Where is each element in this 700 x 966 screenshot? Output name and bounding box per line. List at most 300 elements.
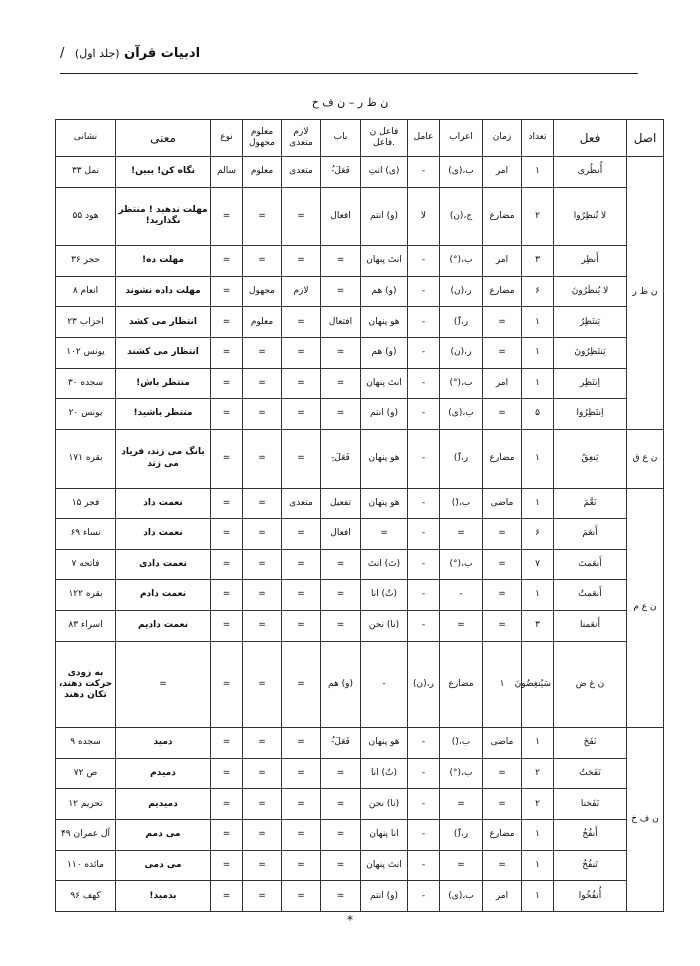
verb-cell: لا تُنظِرُوا xyxy=(554,187,627,246)
pattern-cell: = xyxy=(321,549,361,580)
pattern-cell: = xyxy=(321,610,361,641)
type-cell: = xyxy=(211,850,243,881)
subject-cell: (تُ) انا xyxy=(361,758,408,789)
root-cell: ن ع ق xyxy=(627,429,664,488)
reference-cell: آل عمران ۴۹ xyxy=(56,820,116,851)
pattern-cell: افتعال xyxy=(321,307,361,338)
reference-cell: تحریم ۱۲ xyxy=(56,789,116,820)
col-header-subject: فاعل ن .فاعل xyxy=(361,120,408,157)
transitivity-cell: = xyxy=(282,368,321,399)
type-cell: = xyxy=(211,488,243,519)
agent-cell: - xyxy=(361,641,408,728)
tense-cell: مضارع xyxy=(483,187,522,246)
pattern-cell: = xyxy=(321,789,361,820)
col-header-count: تعداد xyxy=(522,120,554,157)
transitivity-cell: = xyxy=(282,399,321,430)
agent-cell: - xyxy=(408,338,440,369)
voice-cell: = xyxy=(243,399,282,430)
col-header-reference: نشانی xyxy=(56,120,116,157)
subject-cell: هو پنهان xyxy=(361,488,408,519)
tense-cell: = xyxy=(483,850,522,881)
case-cell: ر،(ُ) xyxy=(440,429,483,488)
count-cell: ۱ xyxy=(522,850,554,881)
subject-cell: (تَ) انتَ xyxy=(361,549,408,580)
type-cell: = xyxy=(211,399,243,430)
case-cell: ب،(°) xyxy=(440,758,483,789)
pattern-cell: افعال xyxy=(321,519,361,550)
meaning-cell: انتظار می کشند xyxy=(116,338,211,369)
pattern-cell: = xyxy=(321,368,361,399)
pattern-cell: فَعَلَ-ُ xyxy=(321,728,361,759)
agent-cell: - xyxy=(408,399,440,430)
case-cell: ب،(°) xyxy=(440,368,483,399)
count-cell: ۱ xyxy=(522,338,554,369)
agent-cell: - xyxy=(408,276,440,307)
meaning-cell: دمیدم xyxy=(116,758,211,789)
verb-cell: أُنفُخُوا xyxy=(554,881,627,912)
table-row xyxy=(56,641,664,728)
transitivity-cell: متعدی xyxy=(282,157,321,188)
subject-cell: (تُ) انا xyxy=(361,580,408,611)
agent-cell: - xyxy=(408,368,440,399)
col-header-pattern: باب xyxy=(321,120,361,157)
voice-cell: = xyxy=(243,429,282,488)
table-row xyxy=(56,820,664,851)
meaning-cell: بانگ می زند، فریاد می زند xyxy=(116,429,211,488)
meaning-cell: انتظار می کشد xyxy=(116,307,211,338)
meaning-cell: نعمت داد xyxy=(116,488,211,519)
pattern-cell: = xyxy=(321,820,361,851)
transitivity-cell: = xyxy=(282,580,321,611)
case-cell: = xyxy=(440,610,483,641)
agent-cell: - xyxy=(408,549,440,580)
title-separator: / xyxy=(60,46,65,61)
count-cell: ۱ xyxy=(483,641,522,728)
type-cell: سالم xyxy=(211,157,243,188)
meaning-cell: نعمت دادم xyxy=(116,580,211,611)
verb-cell: نَعَّمَ xyxy=(554,488,627,519)
table-row xyxy=(56,307,664,338)
verb-cell: تَنفُخُ xyxy=(554,850,627,881)
meaning-cell: نعمت دادیم xyxy=(116,610,211,641)
col-header-type: نوع xyxy=(211,120,243,157)
subject-cell: (و) هم xyxy=(361,338,408,369)
count-cell: ۱ xyxy=(522,728,554,759)
voice-cell: = xyxy=(243,610,282,641)
col-header-tense: زمان xyxy=(483,120,522,157)
tense-cell: = xyxy=(483,610,522,641)
book-title-volume: (جلد اول) xyxy=(74,47,120,60)
pattern-cell: افعال xyxy=(321,187,361,246)
verb-cell: لا يُنظَرُونَ xyxy=(554,276,627,307)
voice-cell: = xyxy=(243,789,282,820)
pattern-cell: = xyxy=(321,580,361,611)
verb-cell: أَنعَمتُ xyxy=(554,580,627,611)
type-cell: = xyxy=(211,789,243,820)
meaning-cell: نعمت دادی xyxy=(116,549,211,580)
table-row xyxy=(56,399,664,430)
case-cell: ر،(ن) xyxy=(440,338,483,369)
subject-cell: (ی) انتِ xyxy=(361,157,408,188)
voice-cell: معلوم xyxy=(243,157,282,188)
meaning-cell: منتظر باش! xyxy=(116,368,211,399)
reference-cell: سجده ۳۰ xyxy=(56,368,116,399)
table-row xyxy=(56,429,664,488)
subject-cell: انا پنهان xyxy=(361,820,408,851)
case-cell: ب،(َ) xyxy=(440,728,483,759)
reference-cell: نمل ۳۳ xyxy=(56,157,116,188)
transitivity-cell: = xyxy=(243,641,282,728)
transitivity-cell: = xyxy=(282,338,321,369)
case-cell: ب،(°) xyxy=(440,549,483,580)
verb-cell: نَفَختُ xyxy=(554,758,627,789)
type-cell: = xyxy=(211,820,243,851)
col-header-case: اعراب xyxy=(440,120,483,157)
transitivity-cell: = xyxy=(282,610,321,641)
verb-cell: أَنفُخُ xyxy=(554,820,627,851)
transitivity-cell: متعدی xyxy=(282,488,321,519)
subject-cell: هو پنهان xyxy=(361,429,408,488)
verb-cell: اِنتَظِر xyxy=(554,368,627,399)
transitivity-cell: = xyxy=(282,850,321,881)
case-cell: ب،(ی) xyxy=(440,399,483,430)
col-header-meaning: معنی xyxy=(116,120,211,157)
reference-cell: مائده ۱۱۰ xyxy=(56,850,116,881)
reference-cell: فجر ۱۵ xyxy=(56,488,116,519)
table-row xyxy=(56,519,664,550)
transitivity-cell: = xyxy=(282,789,321,820)
meaning-cell: منتظر باشید! xyxy=(116,399,211,430)
case-cell: ج،(ن) xyxy=(440,187,483,246)
tense-cell: = xyxy=(483,307,522,338)
reference-cell: ص ۷۲ xyxy=(56,758,116,789)
table-row xyxy=(56,549,664,580)
count-cell: ۲ xyxy=(522,187,554,246)
agent-cell: - xyxy=(408,789,440,820)
col-header-voice: معلوم مجهول xyxy=(243,120,282,157)
subject-cell: (و) هم xyxy=(321,641,361,728)
verb-cell: أَنعَمَ xyxy=(554,519,627,550)
meaning-cell: به زودی حرکت دهند، تکان دهند xyxy=(56,641,116,728)
case-cell: = xyxy=(440,789,483,820)
tense-cell: ماضی xyxy=(483,488,522,519)
book-title xyxy=(60,46,630,61)
agent-cell: - xyxy=(408,157,440,188)
verb-cell: أَنعَمنا xyxy=(554,610,627,641)
voice-cell: = xyxy=(243,488,282,519)
subject-cell: = xyxy=(361,519,408,550)
subject-cell: (و) انتم xyxy=(361,881,408,912)
count-cell: ۱ xyxy=(522,157,554,188)
count-cell: ۱ xyxy=(522,368,554,399)
col-header-verb: فعل xyxy=(554,120,627,157)
table-row xyxy=(56,488,664,519)
count-cell: ۶ xyxy=(522,519,554,550)
table-row xyxy=(56,728,664,759)
root-cell: ن غ ض xyxy=(554,641,627,728)
tense-cell: = xyxy=(483,580,522,611)
verb-cell: نَفَخَ xyxy=(554,728,627,759)
count-cell: ۲ xyxy=(522,758,554,789)
tense-cell: = xyxy=(483,399,522,430)
pattern-cell: = xyxy=(321,399,361,430)
subject-cell: (و) هم xyxy=(361,276,408,307)
tense-cell: = xyxy=(483,789,522,820)
pattern-cell: = xyxy=(321,881,361,912)
type-cell: = xyxy=(211,519,243,550)
transitivity-cell: لازم xyxy=(282,276,321,307)
verb-cell: يَنعِقُ xyxy=(554,429,627,488)
type-cell: = xyxy=(211,881,243,912)
tense-cell: مضارع xyxy=(483,820,522,851)
case-cell: ب،(°) xyxy=(440,246,483,277)
agent-cell: - xyxy=(408,307,440,338)
root-cell: ن ظ ر xyxy=(627,157,664,430)
case-cell: - xyxy=(440,580,483,611)
reference-cell: کهف ۹۶ xyxy=(56,881,116,912)
count-cell: ۱ xyxy=(522,881,554,912)
agent-cell: - xyxy=(408,429,440,488)
table-row xyxy=(56,157,664,188)
transitivity-cell: = xyxy=(282,429,321,488)
type-cell: = xyxy=(211,368,243,399)
table-row xyxy=(56,276,664,307)
subject-cell: (نا) نحن xyxy=(361,610,408,641)
case-cell: ر،(ن) xyxy=(408,641,440,728)
tense-cell: مضارع xyxy=(483,429,522,488)
count-cell: ۶ xyxy=(522,276,554,307)
agent-cell: - xyxy=(408,519,440,550)
case-cell: = xyxy=(440,850,483,881)
reference-cell: نساء ۶۹ xyxy=(56,519,116,550)
header-rule xyxy=(60,73,638,74)
count-cell: ۵ xyxy=(522,399,554,430)
voice-cell: = xyxy=(243,368,282,399)
agent-cell: لا xyxy=(408,187,440,246)
voice-cell: = xyxy=(211,641,243,728)
reference-cell: سجده ۹ xyxy=(56,728,116,759)
verb-cell: أَنعَمتَ xyxy=(554,549,627,580)
book-title-main: ادبیات قرآن xyxy=(124,46,201,61)
transitivity-cell: = xyxy=(282,246,321,277)
reference-cell: یونس ۱۰۲ xyxy=(56,338,116,369)
pattern-cell: فَعَلَ-ُ xyxy=(321,157,361,188)
subject-cell: (و) انتم xyxy=(361,399,408,430)
table-row xyxy=(56,850,664,881)
transitivity-cell: = xyxy=(282,758,321,789)
subject-cell: انتَ پنهان xyxy=(361,850,408,881)
meaning-cell: بدمید! xyxy=(116,881,211,912)
agent-cell: - xyxy=(408,610,440,641)
root-cell: ن ع م xyxy=(627,488,664,728)
case-cell: ر،(ُ) xyxy=(440,307,483,338)
table-row xyxy=(56,187,664,246)
reference-cell: هود ۵۵ xyxy=(56,187,116,246)
table-title: ن ظ ر – ن ف خ xyxy=(311,96,389,109)
table-header-row xyxy=(56,120,664,157)
meaning-cell: نعمت داد xyxy=(116,519,211,550)
voice-cell: = xyxy=(243,580,282,611)
table-row xyxy=(56,246,664,277)
type-cell: = xyxy=(211,429,243,488)
verb-cell: سَيُنغِضُونَ xyxy=(522,641,554,728)
meaning-cell: می دمی xyxy=(116,850,211,881)
reference-cell: فاتحه ۷ xyxy=(56,549,116,580)
voice-cell: = xyxy=(243,728,282,759)
reference-cell: بقره ۱۲۲ xyxy=(56,580,116,611)
voice-cell: معلوم xyxy=(243,307,282,338)
meaning-cell: می دمم xyxy=(116,820,211,851)
type-cell: = xyxy=(211,187,243,246)
transitivity-cell: = xyxy=(282,881,321,912)
type-cell: = xyxy=(211,246,243,277)
verb-cell: يَنتَظِرُونَ xyxy=(554,338,627,369)
count-cell: ۲ xyxy=(522,789,554,820)
pattern-cell: = xyxy=(321,276,361,307)
pattern-cell: = xyxy=(321,758,361,789)
voice-cell: = xyxy=(243,519,282,550)
voice-cell: = xyxy=(243,246,282,277)
type-cell: = xyxy=(211,549,243,580)
pattern-cell: = xyxy=(321,338,361,369)
subject-cell: انتَ پنهان xyxy=(361,368,408,399)
transitivity-cell: = xyxy=(282,820,321,851)
agent-cell: - xyxy=(408,881,440,912)
pattern-cell: = xyxy=(282,641,321,728)
meaning-cell: نگاه کن! ببین! xyxy=(116,157,211,188)
reference-cell: احزاب ۲۳ xyxy=(56,307,116,338)
reference-cell: بقره ۱۷۱ xyxy=(56,429,116,488)
meaning-cell: مهلت ده! xyxy=(116,246,211,277)
agent-cell: - xyxy=(408,758,440,789)
pattern-cell: تفعیل xyxy=(321,488,361,519)
reference-cell: انعام ۸ xyxy=(56,276,116,307)
root-cell: ن ف خ xyxy=(627,728,664,912)
voice-cell: = xyxy=(243,850,282,881)
subject-cell: (نا) نحن xyxy=(361,789,408,820)
table-row xyxy=(56,610,664,641)
agent-cell: - xyxy=(408,580,440,611)
transitivity-cell: = xyxy=(282,549,321,580)
verb-cell: نَفَخنا xyxy=(554,789,627,820)
tense-cell: = xyxy=(483,519,522,550)
transitivity-cell: = xyxy=(282,187,321,246)
tense-cell: امر xyxy=(483,246,522,277)
table-row xyxy=(56,789,664,820)
tense-cell: مضارع xyxy=(440,641,483,728)
tense-cell: = xyxy=(483,338,522,369)
grammar-table xyxy=(55,119,664,912)
agent-cell: - xyxy=(408,728,440,759)
agent-cell: - xyxy=(408,850,440,881)
col-header-transitivity: لازم متعدی xyxy=(282,120,321,157)
col-header-root: اصل xyxy=(627,120,664,157)
type-cell: = xyxy=(211,580,243,611)
case-cell: ب،(ی) xyxy=(440,881,483,912)
page-footer-mark: * xyxy=(347,913,353,927)
reference-cell: حجر ۳۶ xyxy=(56,246,116,277)
agent-cell: - xyxy=(408,488,440,519)
type-cell: = xyxy=(211,307,243,338)
case-cell: = xyxy=(440,519,483,550)
subject-cell: انتَ پنهان xyxy=(361,246,408,277)
agent-cell: - xyxy=(408,820,440,851)
subject-cell: (و) انتم xyxy=(361,187,408,246)
pattern-cell: فَعَلَ-ِ xyxy=(321,429,361,488)
transitivity-cell: = xyxy=(282,307,321,338)
table-row xyxy=(56,580,664,611)
verb-cell: اِنتَظِرُوا xyxy=(554,399,627,430)
transitivity-cell: = xyxy=(282,728,321,759)
tense-cell: مضارع xyxy=(483,276,522,307)
pattern-cell: = xyxy=(321,850,361,881)
count-cell: ۱ xyxy=(522,307,554,338)
tense-cell: امر xyxy=(483,881,522,912)
count-cell: ۳ xyxy=(522,610,554,641)
voice-cell: = xyxy=(243,820,282,851)
type-cell: = xyxy=(211,610,243,641)
subject-cell: هو پنهان xyxy=(361,728,408,759)
meaning-cell: مهلت داده نشوند xyxy=(116,276,211,307)
voice-cell: مجهول xyxy=(243,276,282,307)
agent-cell: - xyxy=(408,246,440,277)
reference-cell: اسراء ۸۳ xyxy=(56,610,116,641)
verb-cell: أُنظُرى xyxy=(554,157,627,188)
count-cell: ۷ xyxy=(522,549,554,580)
tense-cell: ماضی xyxy=(483,728,522,759)
type-cell: = xyxy=(211,276,243,307)
count-cell: ۳ xyxy=(522,246,554,277)
count-cell: ۱ xyxy=(522,488,554,519)
count-cell: ۱ xyxy=(522,820,554,851)
type-cell: = xyxy=(116,641,211,728)
pattern-cell: = xyxy=(321,246,361,277)
case-cell: ب،(ی) xyxy=(440,157,483,188)
count-cell: ۱ xyxy=(522,580,554,611)
tense-cell: = xyxy=(483,758,522,789)
table-row xyxy=(56,881,664,912)
type-cell: = xyxy=(211,728,243,759)
page-header xyxy=(60,46,630,72)
case-cell: ر،(ن) xyxy=(440,276,483,307)
tense-cell: امر xyxy=(483,157,522,188)
tense-cell: امر xyxy=(483,368,522,399)
verb-cell: يَنتَظِرُ xyxy=(554,307,627,338)
table-row xyxy=(56,758,664,789)
voice-cell: = xyxy=(243,187,282,246)
count-cell: ۱ xyxy=(522,429,554,488)
reference-cell: یونس ۲۰ xyxy=(56,399,116,430)
voice-cell: = xyxy=(243,338,282,369)
case-cell: ب،(َ) xyxy=(440,488,483,519)
type-cell: = xyxy=(211,758,243,789)
col-header-agent: عامل xyxy=(408,120,440,157)
transitivity-cell: = xyxy=(282,519,321,550)
table-row xyxy=(56,338,664,369)
voice-cell: = xyxy=(243,549,282,580)
type-cell: = xyxy=(211,338,243,369)
subject-cell: هو پنهان xyxy=(361,307,408,338)
table-body xyxy=(56,157,664,912)
meaning-cell: مهلت ندهید ! منتظر نگذارید! xyxy=(116,187,211,246)
meaning-cell: دمیدیم xyxy=(116,789,211,820)
meaning-cell: دمید xyxy=(116,728,211,759)
voice-cell: = xyxy=(243,758,282,789)
case-cell: ر،(ُ) xyxy=(440,820,483,851)
voice-cell: = xyxy=(243,881,282,912)
tense-cell: = xyxy=(483,549,522,580)
table-row xyxy=(56,368,664,399)
